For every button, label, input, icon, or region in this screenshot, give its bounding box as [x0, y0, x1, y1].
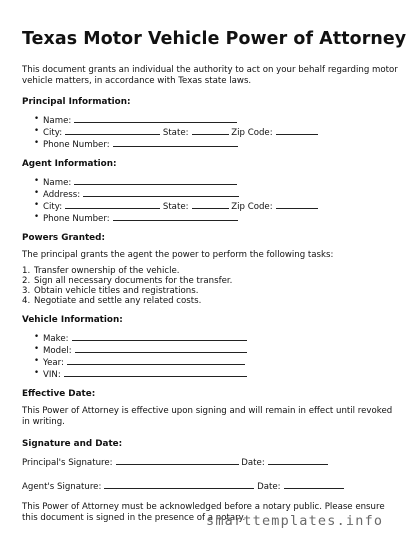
- agent-phone-blank[interactable]: [113, 212, 238, 221]
- field-label: Phone Number:: [43, 140, 110, 150]
- principal-section: [22, 97, 398, 150]
- powers-section: [22, 233, 398, 306]
- notary-note: This Power of Attorney must be acknowledged before a notary public. Please ensure this document is signed in the presence of a notary.: [22, 502, 385, 523]
- powers-list: [22, 266, 398, 306]
- vehicle-vin-blank[interactable]: [64, 368, 247, 377]
- agent-section: [22, 159, 398, 224]
- field-label: State:: [162, 202, 189, 212]
- principal-city-field[interactable]: [22, 126, 398, 138]
- list-item: Negotiate and settle any related costs.: [34, 296, 202, 306]
- principal-city-blank[interactable]: [65, 126, 160, 135]
- agent-heading: Agent Information:: [22, 159, 117, 169]
- principal-signature-blank[interactable]: [116, 456, 239, 465]
- principal-state-blank[interactable]: [192, 126, 229, 135]
- vehicle-model-field[interactable]: [22, 344, 398, 356]
- agent-address-field[interactable]: [22, 188, 398, 200]
- vehicle-vin-field[interactable]: [22, 368, 398, 380]
- list-item: Obtain vehicle titles and registrations.: [34, 286, 199, 296]
- powers-intro: The principal grants the agent the power to perform the following tasks:: [22, 250, 334, 260]
- agent-city-blank[interactable]: [65, 200, 160, 209]
- principal-heading: Principal Information:: [22, 97, 131, 107]
- vehicle-model-blank[interactable]: [75, 344, 247, 353]
- field-label: City:: [43, 128, 63, 138]
- field-label: Date:: [241, 458, 265, 468]
- document-title: Texas Motor Vehicle Power of Attorney: [22, 29, 407, 49]
- vehicle-year-blank[interactable]: [67, 356, 245, 365]
- principal-signature-row[interactable]: [22, 456, 398, 469]
- agent-signature-blank[interactable]: [104, 480, 254, 489]
- principal-name-blank[interactable]: [74, 114, 237, 123]
- field-label: VIN:: [43, 370, 61, 380]
- agent-fields: [22, 176, 398, 224]
- field-label: Name:: [43, 116, 72, 126]
- field-label: Make:: [43, 334, 69, 344]
- field-label: Name:: [43, 178, 72, 188]
- field-label: Principal's Signature:: [22, 458, 113, 468]
- agent-name-field[interactable]: [22, 176, 398, 188]
- document-page: [22, 28, 407, 524]
- signature-heading: Signature and Date:: [22, 439, 123, 449]
- principal-zip-blank[interactable]: [276, 126, 318, 135]
- list-item: Sign all necessary documents for the transfer.: [34, 276, 233, 286]
- agent-name-blank[interactable]: [74, 176, 237, 185]
- field-label: City:: [43, 202, 63, 212]
- vehicle-heading: Vehicle Information:: [22, 315, 123, 325]
- principal-fields: [22, 114, 398, 150]
- field-label: Agent's Signature:: [22, 482, 102, 492]
- signature-section: [22, 439, 398, 493]
- field-label: Year:: [43, 358, 64, 368]
- agent-date-blank[interactable]: [284, 480, 344, 489]
- effective-text: This Power of Attorney is effective upon signing and will remain in effect until revoked in writing.: [22, 406, 393, 427]
- effective-section: [22, 389, 398, 428]
- agent-city-field[interactable]: [22, 200, 398, 212]
- intro-paragraph: This document grants an individual the authority to act on your behalf regarding motor vehicle matters, in accordance with Texas state laws.: [22, 65, 398, 86]
- list-item: Transfer ownership of the vehicle.: [34, 266, 180, 276]
- field-label: Date:: [257, 482, 281, 492]
- principal-date-blank[interactable]: [268, 456, 328, 465]
- effective-heading: Effective Date:: [22, 389, 96, 399]
- field-label: State:: [162, 128, 189, 138]
- principal-phone-blank[interactable]: [113, 138, 238, 147]
- principal-phone-field[interactable]: [22, 138, 398, 150]
- vehicle-fields: [22, 332, 398, 380]
- agent-zip-blank[interactable]: [276, 200, 318, 209]
- vehicle-make-blank[interactable]: [72, 332, 247, 341]
- vehicle-make-field[interactable]: [22, 332, 398, 344]
- vehicle-year-field[interactable]: [22, 356, 398, 368]
- principal-name-field[interactable]: [22, 114, 398, 126]
- field-label: Zip Code:: [231, 202, 273, 212]
- field-label: Zip Code:: [231, 128, 273, 138]
- field-label: Model:: [43, 346, 72, 356]
- agent-signature-row[interactable]: [22, 480, 398, 493]
- watermark: smarttemplates.info: [206, 513, 384, 529]
- agent-state-blank[interactable]: [192, 200, 229, 209]
- field-label: Address:: [43, 190, 81, 200]
- agent-phone-field[interactable]: [22, 212, 398, 224]
- powers-heading: Powers Granted:: [22, 233, 105, 243]
- vehicle-section: [22, 315, 398, 380]
- agent-address-blank[interactable]: [83, 188, 239, 197]
- field-label: Phone Number:: [43, 214, 110, 224]
